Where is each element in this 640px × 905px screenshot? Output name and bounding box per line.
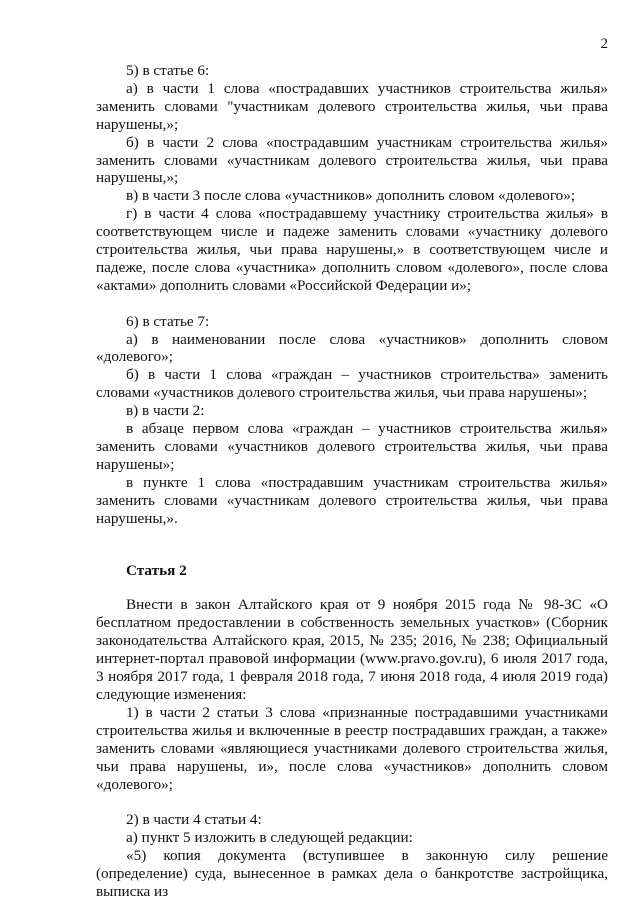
paragraph: в пункте 1 слова «пострадавшим участникам строительства жилья» заменить словами «участникам долевого строительства жилья, чьи права нарушены,». [96, 473, 608, 527]
paragraph: 5) в статье 6: [126, 62, 210, 79]
paragraph: «5) копия документа (вступившее в законную силу решение (определение) суда, вынесенное в рамках дела о банкротстве застройщика, выписка из [96, 847, 608, 900]
paragraph: а) пункт 5 изложить в следующей редакции: [126, 829, 413, 847]
paragraph: 1) в части 2 статьи 3 слова «признанные пострадавшими участниками строительства жилья и включенные в реестр пострадавших граждан, а также» заменить словами «являющиеся участниками долевого строительства жилья, чьи права нарушены, и», после слова «участников» дополнить словом «долевого»; [96, 703, 608, 793]
document-body [96, 62, 608, 901]
article-heading: Статья 2 [126, 561, 187, 579]
paragraph: б) в части 2 слова «пострадавшим участникам строительства жилья» заменить словами «участникам долевого строительства жилья, чьи права нарушены,»; [96, 133, 608, 187]
paragraph: в) в части 3 после слова «участников» дополнить словом «долевого»; [126, 187, 576, 205]
paragraph: в абзаце первом слова «граждан – участников строительства жилья» заменить словами «участников долевого строительства жилья, чьи права нарушены»; [96, 420, 608, 473]
paragraph: г) в части 4 слова «пострадавшему участнику строительства жилья» в соответствующем числе и падеже заменить словами «участнику долевого строительства жилья, чьи права нарушены,» в соответствующем числе и падеже, после слова «участника» дополнить словом «долевого», после слова «актами» дополнить словами «Российской Федерации и»; [96, 205, 608, 294]
paragraph: 6) в статье 7: [126, 312, 210, 330]
paragraph: б) в части 1 слова «граждан – участников строительства» заменить словами «участников долевого строительства жилья, чьи права нарушены»; [96, 366, 608, 402]
paragraph: а) в части 1 слова «пострадавших участников строительства жилья» заменить словами "участникам долевого строительства жилья, чьи права нарушены,»; [96, 79, 608, 133]
page-number: 2 [600, 36, 608, 52]
paragraph: Внести в закон Алтайского края от 9 ноября 2015 года № 98-ЗС «О бесплатном предоставлении в собственность земельных участков» (Сборник законодательства Алтайского края, 2015, № 235; 2016, № 238; Официальный интернет-портал правовой информации (www.pravo.gov.ru), 6 июля 2017 года, 3 ноября 2017 года, 1 февраля 2018 года, 7 июня 2018 года, 4 июля 2019 года) следующие изменения: [96, 596, 608, 703]
paragraph: в) в части 2: [126, 402, 205, 420]
paragraph: а) в наименовании после слова «участников» дополнить словом «долевого»; [96, 330, 608, 366]
paragraph: 2) в части 4 статьи 4: [126, 811, 262, 829]
